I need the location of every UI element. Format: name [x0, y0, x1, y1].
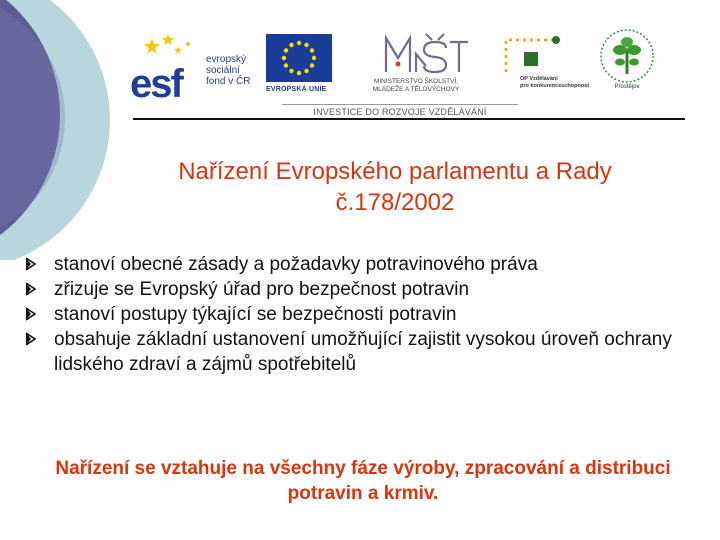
tagline: INVESTICE DO ROZVOJE VZDĚLÁVÁNÍ: [313, 107, 487, 117]
esf-mark: esf: [130, 62, 182, 106]
esf-line-3: fond v ČR: [206, 76, 251, 87]
msmt-caption: [346, 78, 486, 94]
esf-line-2: sociální: [206, 65, 240, 76]
msmt-caption-line-1: MINISTERSTVO ŠKOLSTVÍ,: [373, 78, 459, 85]
school-caption: Prostějov: [614, 84, 640, 90]
bullet-text-1: stanoví obecné zásady a požadavky potravinového práva: [54, 254, 538, 275]
conclusion-text: Nařízení se vztahuje na všechny fáze výroby, zpracování a distribuci potravin a krmiv.: [55, 458, 671, 504]
slide-title-line-2: č.178/2002: [335, 189, 455, 216]
slide-title-line-1: Nařízení Evropského parlamentu a Rady: [178, 158, 612, 185]
bullet-item-4: [24, 327, 684, 377]
op-caption: [520, 76, 592, 90]
bullet-item-2: [24, 277, 684, 302]
slide-title: [80, 156, 710, 218]
msmt-caption-line-2: MLÁDEŽE A TĚLOVÝCHOVY: [372, 86, 460, 93]
op-emblem-icon: [498, 32, 578, 78]
esf-logo: [128, 32, 256, 106]
op-logo: [498, 32, 590, 98]
msmt-monogram-icon: [346, 30, 486, 78]
bullet-item-3: [24, 302, 684, 327]
msmt-logo: [346, 30, 486, 102]
bullet-text-2: zřizuje se Evropský úřad pro bezpečnost potravin: [54, 279, 470, 300]
bullet-list: [24, 252, 684, 377]
arrow-bullet-icon: [24, 329, 38, 349]
arrow-bullet-icon: [24, 254, 38, 274]
esf-text: [206, 54, 250, 87]
eu-flag-icon: [266, 34, 332, 82]
bullet-item-1: [24, 252, 684, 277]
school-emblem-icon: [596, 28, 658, 86]
eu-logo: [266, 34, 336, 100]
school-logo: [596, 28, 658, 94]
esf-line-1: evropský: [206, 54, 247, 65]
bullet-text-3: stanoví postupy týkající se bezpečnosti potravin: [54, 304, 457, 325]
op-caption-line-1: OP Vzdělávání: [520, 76, 558, 82]
eu-caption: EVROPSKÁ UNIE: [266, 86, 327, 93]
decorative-circles: [0, 0, 120, 260]
op-caption-line-2: pro konkurenceschopnost: [520, 83, 590, 89]
arrow-bullet-icon: [24, 279, 38, 299]
bullet-text-4: obsahuje základní ustanovení umožňující zajistit vysokou úroveň ochrany lidského zdraví a zájmů spotřebitelů: [54, 329, 672, 375]
header-divider: [133, 118, 685, 120]
arrow-bullet-icon: [24, 304, 38, 324]
